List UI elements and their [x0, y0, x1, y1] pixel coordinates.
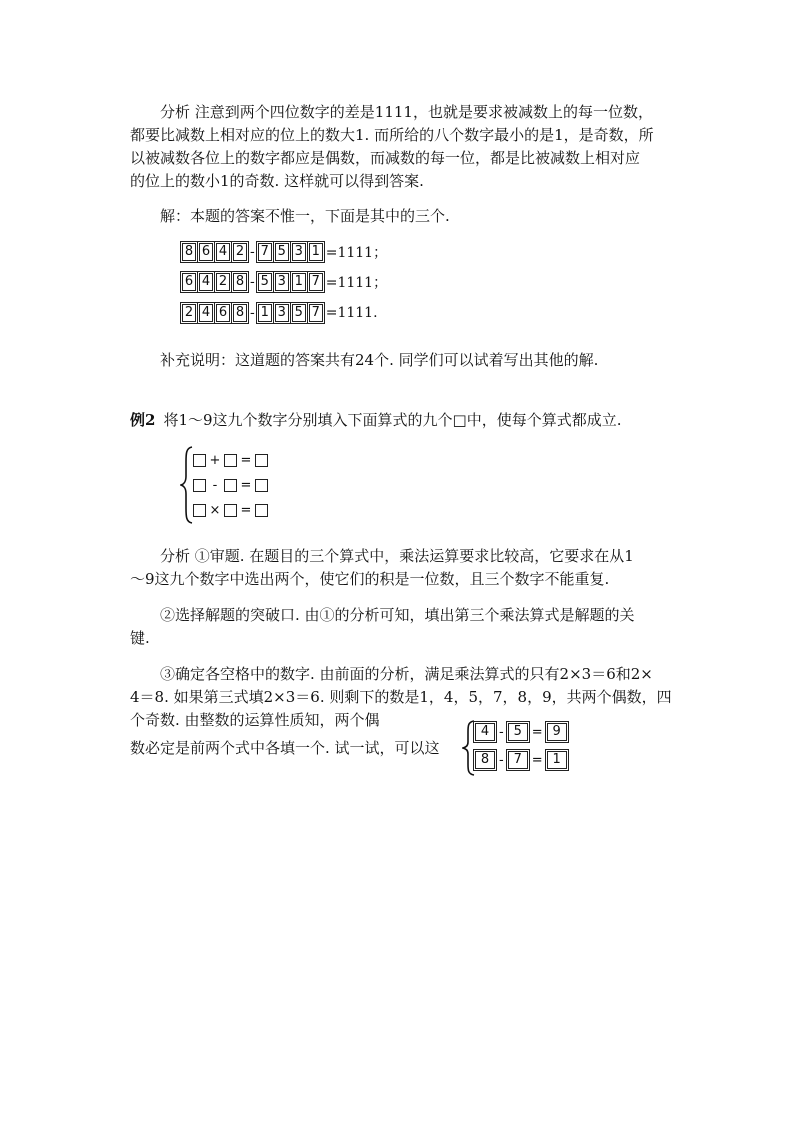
analysis-line-4: 的位上的数小1的奇数. 这样就可以得到答案.	[130, 172, 424, 190]
digit-box: 5	[258, 273, 272, 291]
digit-box: 1	[292, 273, 306, 291]
analysis2-step1-line2: ～9这九个数字中选出两个，使它们的积是一位数，且三个数字不能重复.	[130, 570, 610, 588]
boxed-equation-1	[182, 242, 387, 262]
empty-box	[193, 504, 206, 517]
digit-box: 1	[309, 243, 323, 261]
operator: +	[209, 452, 221, 468]
digit-box: 4	[199, 273, 213, 291]
digit-box: 5	[292, 304, 306, 322]
equation-result: =1111；	[325, 275, 388, 291]
operator: -	[212, 477, 218, 493]
digit-box: 5	[275, 243, 289, 261]
answer-box: 1	[547, 751, 567, 769]
supplement-note: 补充说明：这道题的答案共有24个. 同学们可以试着写出其他的解.	[160, 351, 599, 369]
analysis2-step3-line1: ③确定各空格中的数字. 由前面的分析，满足乘法算式的只有2×3＝6和2×	[160, 665, 653, 683]
equals-sign: =	[240, 452, 252, 468]
analysis2-step2-line1: ②选择解题的突破口. 由①的分析可知，填出第三个乘法算式是解题的关	[160, 606, 635, 624]
answer-brace	[462, 720, 476, 776]
answer-row-2	[475, 750, 567, 770]
answer-box: 4	[475, 723, 495, 741]
equals-sign: =	[531, 752, 543, 768]
empty-box	[193, 479, 206, 492]
empty-box	[255, 504, 268, 517]
digit-box: 3	[275, 273, 289, 291]
analysis2-step2-line2: 键.	[130, 629, 150, 647]
example-2-heading	[130, 410, 621, 430]
system-equation-3	[193, 499, 268, 521]
empty-box	[224, 479, 237, 492]
answer-row-1	[475, 722, 567, 742]
digit-box: 4	[199, 304, 213, 322]
digit-box: 6	[216, 304, 230, 322]
equation-result: =1111；	[325, 245, 388, 261]
digit-box: 2	[182, 304, 196, 322]
empty-box	[224, 504, 237, 517]
empty-box	[255, 479, 268, 492]
digit-box: 3	[275, 304, 289, 322]
analysis2-last-line: 数必定是前两个式中各填一个. 试一试，可以这	[130, 739, 440, 757]
digit-box: 6	[182, 273, 196, 291]
left-brace	[180, 446, 194, 524]
digit-box: 7	[309, 273, 323, 291]
analysis-line-3: 以被减数各位上的数字都应是偶数，而减数的每一位，都是比被减数上相对应	[130, 149, 641, 167]
analysis2-step3-line3: 个奇数. 由整数的运算性质知，两个偶	[130, 711, 380, 729]
system-equation-2	[193, 474, 268, 496]
answer-box: 8	[475, 751, 495, 769]
answer-box: 9	[547, 723, 567, 741]
digit-box: 6	[199, 243, 213, 261]
minus-sign: -	[250, 274, 255, 290]
digit-box: 3	[292, 243, 306, 261]
equals-sign: =	[531, 724, 543, 740]
digit-box: 2	[216, 273, 230, 291]
digit-box: 7	[258, 243, 272, 261]
digit-box: 8	[233, 304, 247, 322]
example-label: 例2	[130, 411, 156, 429]
digit-box: 2	[233, 243, 247, 261]
empty-box	[224, 454, 237, 467]
analysis-line-1: 分析 注意到两个四位数字的差是1111，也就是要求被减数上的每一位数，	[160, 103, 653, 121]
digit-box: 8	[233, 273, 247, 291]
empty-box	[193, 454, 206, 467]
minus-sign: -	[499, 752, 504, 768]
operator: ×	[209, 502, 221, 518]
system-equation-1	[193, 449, 268, 471]
equals-sign: =	[240, 502, 252, 518]
boxed-equation-2	[182, 272, 387, 292]
answer-box: 7	[508, 751, 528, 769]
digit-box: 7	[309, 304, 323, 322]
solution-intro: 解：本题的答案不惟一，下面是其中的三个.	[160, 207, 450, 225]
digit-box: 1	[258, 304, 272, 322]
analysis2-step1-line1: 分析 ①审题. 在题目的三个算式中，乘法运算要求比较高，它要求在从1	[160, 547, 634, 565]
empty-box	[255, 454, 268, 467]
answer-box: 5	[508, 723, 528, 741]
digit-box: 8	[182, 243, 196, 261]
minus-sign: -	[250, 305, 255, 321]
minus-sign: -	[250, 244, 255, 260]
equation-result: =1111.	[325, 305, 378, 321]
analysis2-step3-line2: 4＝8. 如果第三式填2×3＝6. 则剩下的数是1，4，5，7，8，9，共两个偶数，四	[130, 688, 672, 706]
example-text: 将1～9这九个数字分别填入下面算式的九个□中，使每个算式都成立.	[163, 411, 622, 429]
digit-box: 4	[216, 243, 230, 261]
boxed-equation-3	[182, 303, 378, 323]
equals-sign: =	[240, 477, 252, 493]
minus-sign: -	[499, 724, 504, 740]
analysis-line-2: 都要比减数上相对应的位上的数大1. 而所给的八个数字最小的是1，是奇数，所	[130, 126, 654, 144]
